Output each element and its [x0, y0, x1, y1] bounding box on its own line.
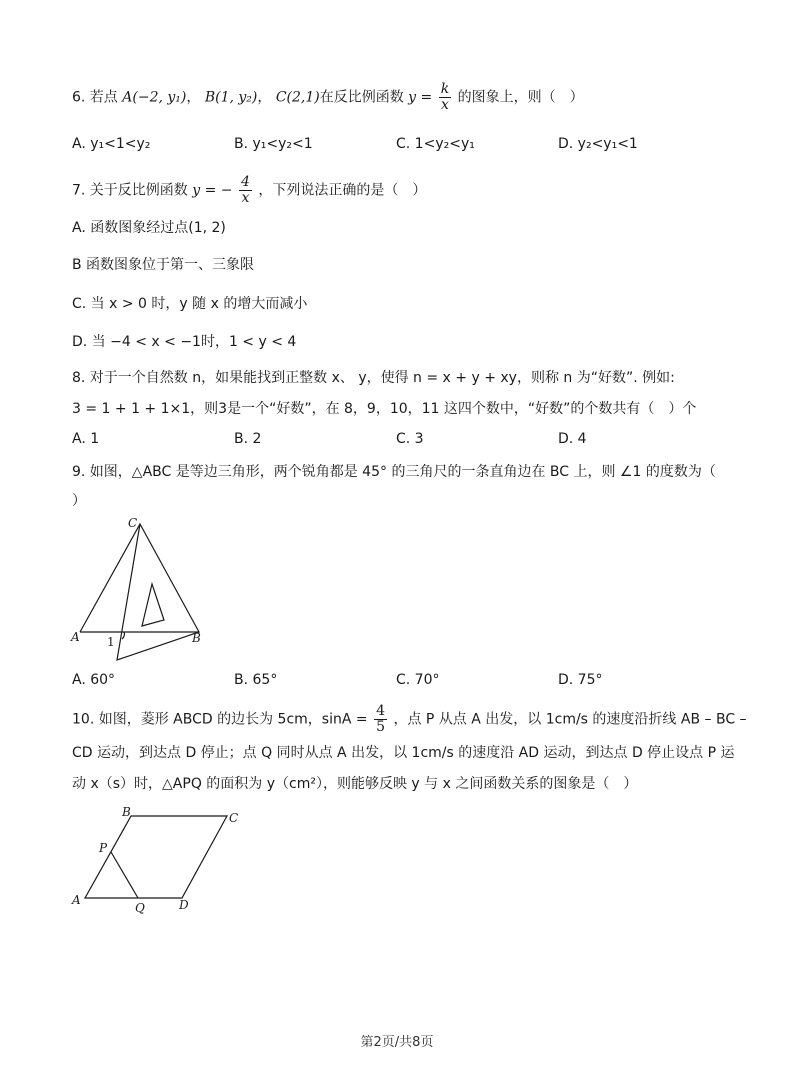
q10-label-b: B	[122, 805, 131, 819]
q7-fraction	[239, 175, 252, 206]
q10-figure	[66, 802, 256, 917]
q6-point-a: A(−2, y₁)	[122, 89, 187, 106]
q9-label-b: B	[192, 631, 201, 645]
q10-segment-pq	[111, 852, 138, 898]
q7-option-c[interactable]: C. 当 x > 0 时，y 随 x 的增大而减小	[72, 296, 308, 312]
q10-label-a: A	[72, 893, 81, 907]
q6-stem	[72, 82, 584, 113]
q6-sep1: ，	[186, 89, 201, 106]
q9-figure	[66, 512, 216, 667]
q6-point-c: C(2,1)	[275, 89, 320, 106]
q10-rhombus	[85, 816, 227, 898]
q9-angle-mark	[122, 632, 124, 639]
q9-option-d[interactable]: D. 75°	[558, 672, 603, 688]
q7-option-b[interactable]: B 函数图象位于第一、三象限	[72, 257, 255, 273]
q7-frac-den: x	[241, 190, 250, 206]
q8-option-a[interactable]: A. 1	[72, 431, 100, 447]
q6-frac-num: k	[440, 81, 450, 97]
q8-option-d[interactable]: D. 4	[558, 431, 587, 447]
q9-label-angle1: 1	[107, 635, 115, 649]
q6-frac-den: x	[441, 97, 449, 113]
q6-option-b[interactable]: B. y₁<y₂<1	[234, 136, 313, 152]
q10-stem-line2: CD 运动，到达点 D 停止；点 Q 同时从点 A 出发，以 1cm/s 的速度沿 AD 运动，到达点 D 停止设点 P 运	[72, 745, 735, 761]
q9-equilateral-triangle	[80, 524, 199, 632]
page-footer: 第2页/共8页	[360, 1035, 434, 1050]
q10-stem-line3: 动 x（s）时，△APQ 的面积为 y（cm²），则能够反映 y 与 x 之间函数关系的图象是（ ）	[72, 776, 638, 792]
q7-lead: 7. 关于反比例函数	[72, 182, 188, 199]
q7-fn-prefix: y = −	[192, 182, 233, 199]
q6-fraction	[439, 82, 451, 113]
q7-tail: ，下列说法正确的是（ ）	[258, 182, 427, 199]
q6-mid: 在反比例函数	[319, 89, 404, 106]
q6-option-d[interactable]: D. y₂<y₁<1	[558, 136, 638, 152]
q10-frac-den: 5	[376, 719, 385, 735]
q10-label-q: Q	[135, 901, 145, 915]
q10-line1-pre: 10. 如图，菱形 ABCD 的边长为 5cm，sinA =	[72, 711, 368, 728]
q6-fn-prefix: y =	[408, 89, 433, 106]
q7-stem	[72, 175, 426, 206]
q9-stem-line1: 9. 如图，△ABC 是等边三角形，两个锐角都是 45° 的三角尺的一条直角边在 BC 上，则 ∠1 的度数为（	[72, 464, 716, 480]
q9-option-a[interactable]: A. 60°	[72, 672, 116, 688]
q6-tail: 的图象上，则（ ）	[457, 89, 584, 106]
q9-set-square-inner	[142, 584, 164, 626]
q9-label-c: C	[128, 516, 138, 530]
q9-stem-line2: ）	[72, 493, 86, 509]
q6-option-c[interactable]: C. 1<y₂<y₁	[396, 136, 475, 152]
q6-option-a[interactable]: A. y₁<1<y₂	[72, 136, 151, 152]
q10-line1-post: ，点 P 从点 A 出发，以 1cm/s 的速度沿折线 AB – BC –	[393, 711, 747, 728]
q8-stem-line1: 8. 对于一个自然数 n，如果能找到正整数 x、 y，使得 n = x + y + xy，则称 n 为“好数”. 例如:	[72, 370, 675, 386]
q7-frac-num: 4	[241, 174, 250, 190]
q8-option-c[interactable]: C. 3	[396, 431, 424, 447]
q10-label-c: C	[229, 811, 239, 825]
q6-lead: 6. 若点	[72, 89, 118, 106]
q9-label-a: A	[71, 630, 80, 644]
q6-sep2: ，	[257, 89, 272, 106]
q8-stem-line2: 3 = 1 + 1 + 1×1，则3是一个“好数”，在 8，9，10，11 这四个数中，“好数”的个数共有（ ）个	[72, 401, 697, 417]
q10-frac-num: 4	[376, 703, 385, 719]
q6-point-b: B(1, y₂)	[204, 89, 258, 106]
q9-option-b[interactable]: B. 65°	[234, 672, 278, 688]
q10-fraction	[374, 704, 387, 735]
q8-option-b[interactable]: B. 2	[234, 431, 262, 447]
q7-option-d[interactable]: D. 当 −4 < x < −1时，1 < y < 4	[72, 334, 297, 350]
q10-label-p: P	[99, 841, 108, 855]
q10-label-d: D	[179, 898, 189, 912]
q9-option-c[interactable]: C. 70°	[396, 672, 440, 688]
q10-stem-line1	[72, 704, 747, 735]
q7-option-a[interactable]: A. 函数图象经过点(1, 2)	[72, 220, 226, 236]
